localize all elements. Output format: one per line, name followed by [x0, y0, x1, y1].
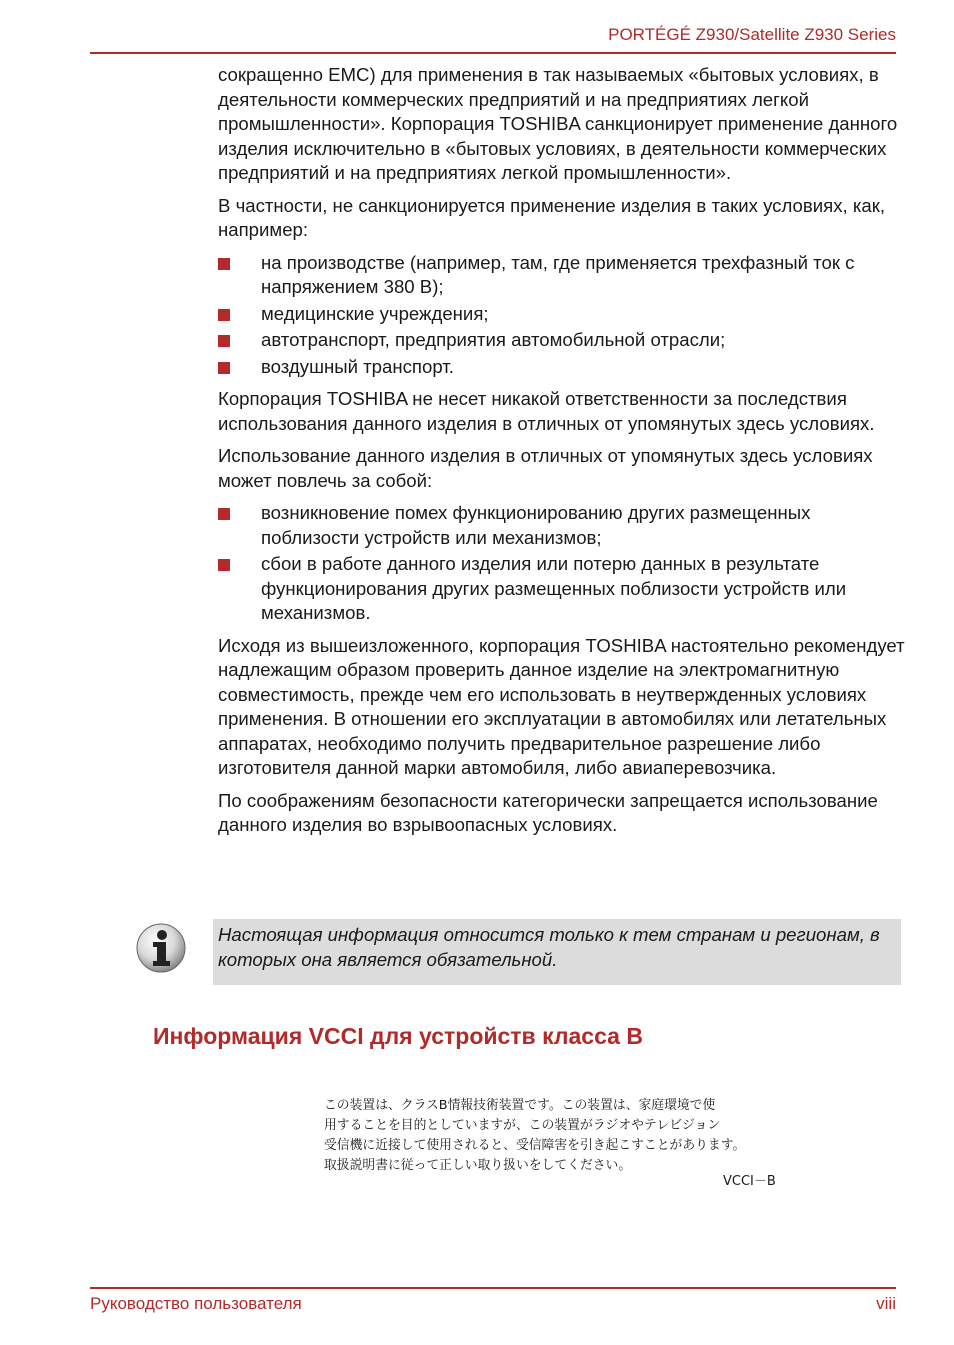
list-item [218, 302, 908, 327]
list-item [218, 251, 908, 300]
paragraph: В частности, не санкционируется применение изделия в таких условиях, как, например: [218, 194, 886, 240]
note-box [213, 919, 901, 985]
list-item-text: автотранспорт, предприятия автомобильной отрасли; [261, 329, 726, 350]
square-bullet-icon [218, 508, 230, 520]
note-text: Настоящая информация относится только к тем странам и регионам, в которых она является обязательной. [218, 924, 880, 970]
paragraph: Исходя из вышеизложенного, корпорация TOSHIBA настоятельно рекомендует надлежащим образом проверить данное изделие на электромагнитную совместимость, прежде чем его использовать в неутвержденных условиях применения. В отношении его эксплуатации в автомобилях или летательных аппаратах, необходимо получить предварительное разрешение либо изготовителя данной марки автомобиля, либо авиаперевозчика. [218, 634, 905, 778]
bullet-list-usage [218, 251, 908, 380]
list-item [218, 552, 908, 626]
square-bullet-icon [218, 258, 230, 270]
square-bullet-icon [218, 309, 230, 321]
running-header: PORTÉGÉ Z930/Satellite Z930 Series [608, 25, 896, 44]
list-item-text: медицинские учреждения; [261, 302, 489, 324]
section-heading: Информация VCCI для устройств класса B [153, 1023, 643, 1049]
square-bullet-icon [218, 335, 230, 347]
paragraph: сокращенно EMC) для применения в так называемых «бытовых условиях, в деятельности коммерческих предприятий и на предприятиях легкой промышленности». Корпорация TOSHIBA санкционирует применение данного изделия исключительно в «бытовых условиях, в деятельности коммерческих предприятий и на предприятиях легкой промышленности». [218, 64, 898, 183]
list-item-text: возникновение помех функционированию других размещенных поблизости устройств или механизмов; [261, 502, 811, 548]
list-item [218, 501, 908, 550]
paragraph: Использование данного изделия в отличных от упомянутых здесь условиях может повлечь за собой: [218, 445, 873, 491]
footer-title: Руководство пользователя [90, 1294, 302, 1313]
header-divider [90, 52, 896, 54]
vcci-line: この装置は、クラスB情報技術装置です。この装置は、家庭環境で使 [324, 1098, 716, 1113]
vcci-line: 用することを目的としていますが、この装置がラジオやテレビジョン [324, 1118, 721, 1133]
main-content [218, 63, 908, 846]
vcci-line: 取扱説明書に従って正しい取り扱いをしてください。 [324, 1158, 632, 1173]
paragraph: По соображениям безопасности категорически запрещается использование данного изделия во взрывоопасных условиях. [218, 789, 878, 835]
list-item-text: на производстве (например, там, где применяется трехфазный ток с напряжением 380 В); [261, 251, 855, 297]
list-item-text: воздушный транспорт. [261, 355, 454, 377]
list-item-text: сбои в работе данного изделия или потерю данных в результате функционирования других размещенных поблизости устройств или механизмов. [261, 553, 847, 623]
list-item [218, 328, 908, 353]
vcci-notice [324, 1096, 804, 1176]
page-number: viii [876, 1294, 896, 1313]
footer-divider [90, 1287, 896, 1289]
square-bullet-icon [218, 362, 230, 374]
square-bullet-icon [218, 559, 230, 571]
list-item [218, 355, 908, 380]
vcci-mark: VCCI－B [723, 1174, 776, 1189]
info-icon [135, 922, 187, 974]
bullet-list-consequences [218, 501, 908, 626]
vcci-line: 受信機に近接して使用されると、受信障害を引き起こすことがあります。 [324, 1138, 746, 1153]
paragraph: Корпорация TOSHIBA не несет никакой ответственности за последствия использования данного изделия в отличных от упомянутых здесь условиях. [218, 388, 875, 434]
